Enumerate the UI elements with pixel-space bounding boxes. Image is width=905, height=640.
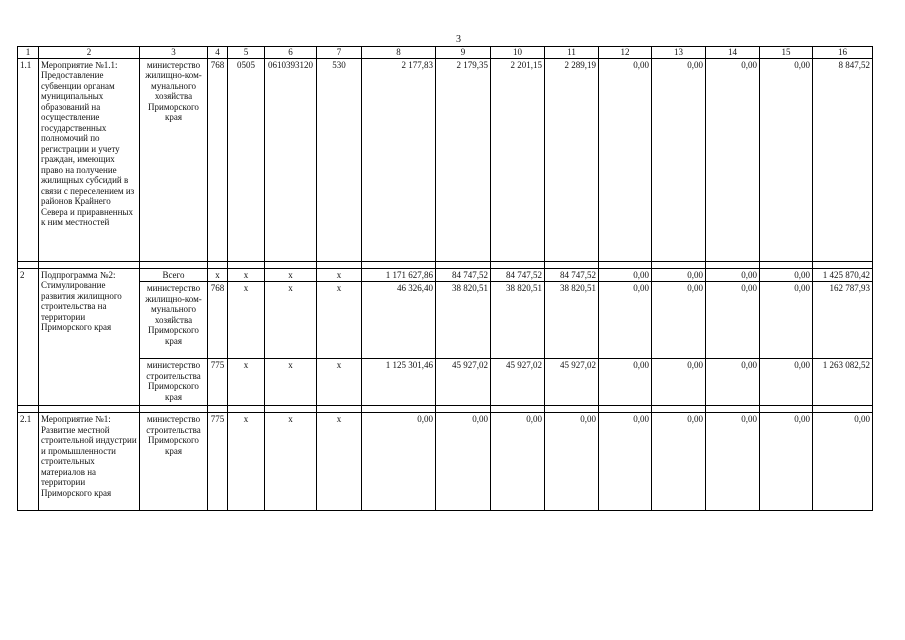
cell-value: 0,00 [813,413,873,511]
header-cell: 7 [317,47,362,59]
cell-value: 0,00 [652,359,706,406]
cell-code: x [265,268,317,282]
header-cell: 14 [706,47,760,59]
cell-value: 0,00 [362,413,436,511]
cell-value: 38 820,51 [436,282,491,359]
cell-code: 0610393120 [265,58,317,261]
cell-code: x [265,413,317,511]
cell-value: 2 177,83 [362,58,436,261]
header-cell: 8 [362,47,436,59]
cell-value: 0,00 [706,268,760,282]
row-executor: Всего [140,268,208,282]
cell-code: x [265,282,317,359]
cell-value: 8 847,52 [813,58,873,261]
cell-code: x [265,359,317,406]
row-executor: министерство жилищно-ком-мунального хозяйства Приморского края [140,282,208,359]
cell-value: 0,00 [760,282,813,359]
cell-value: 84 747,52 [436,268,491,282]
cell-value: 0,00 [652,282,706,359]
cell-value: 1 171 627,86 [362,268,436,282]
header-cell: 3 [140,47,208,59]
cell-value: 0,00 [706,359,760,406]
header-cell: 10 [491,47,545,59]
header-cell: 15 [760,47,813,59]
header-cell: 6 [265,47,317,59]
cell-code: x [228,359,265,406]
spacer-row [18,261,873,268]
cell-value: 2 179,35 [436,58,491,261]
cell-value: 0,00 [652,413,706,511]
cell-value: 0,00 [652,58,706,261]
cell-value: 0,00 [760,58,813,261]
row-executor: министерство строительства Приморского края [140,359,208,406]
page-number: 3 [456,34,461,45]
table-row [18,359,873,406]
row-number: 1.1 [18,58,39,261]
cell-value: 2 289,19 [545,58,599,261]
cell-value: 0,00 [760,413,813,511]
cell-value: 0,00 [599,58,652,261]
header-cell: 4 [208,47,228,59]
cell-value: 1 425 870,42 [813,268,873,282]
cell-code: x [317,359,362,406]
cell-code: x [228,268,265,282]
cell-value: 45 927,02 [491,359,545,406]
header-cell: 9 [436,47,491,59]
budget-table [17,46,873,511]
table-row [18,413,873,511]
cell-code: x [228,282,265,359]
spacer-row [18,406,873,413]
cell-value: 84 747,52 [545,268,599,282]
cell-value: 1 263 082,52 [813,359,873,406]
header-cell: 2 [39,47,140,59]
header-cell: 1 [18,47,39,59]
cell-value: 0,00 [706,413,760,511]
cell-code: x [228,413,265,511]
row-name: Мероприятие №1: Развитие местной строительной индустрии и промышленности строительных материалов на территории Приморского края [39,413,140,511]
cell-code: 775 [208,413,228,511]
cell-code: 530 [317,58,362,261]
table-row [18,282,873,359]
cell-value: 0,00 [706,58,760,261]
row-executor: министерство жилищно-ком-мунального хозяйства Приморского края [140,58,208,261]
cell-value: 0,00 [760,359,813,406]
cell-value: 0,00 [706,282,760,359]
cell-value: 0,00 [599,282,652,359]
row-name: Подпрограмма №2: Стимулирование развития жилищного строительства на территории Приморского края [39,268,140,406]
cell-value: 0,00 [491,413,545,511]
cell-value: 45 927,02 [436,359,491,406]
row-name: Мероприятие №1.1: Предоставление субвенции органам муниципальных образований на осуществление государственных полномочий по регистрации и учету граждан, имеющих право на получение жилищных субсидий в связи с переселением из районов Крайнего Севера и приравненных к ним местностей [39,58,140,261]
cell-code: x [208,268,228,282]
table-row [18,268,873,282]
cell-code: x [317,413,362,511]
cell-value: 46 326,40 [362,282,436,359]
cell-value: 0,00 [599,359,652,406]
header-cell: 11 [545,47,599,59]
cell-value: 2 201,15 [491,58,545,261]
cell-code: x [317,282,362,359]
cell-value: 38 820,51 [491,282,545,359]
row-number: 2.1 [18,413,39,511]
cell-value: 0,00 [436,413,491,511]
cell-value: 45 927,02 [545,359,599,406]
cell-value: 162 787,93 [813,282,873,359]
cell-code: 775 [208,359,228,406]
cell-value: 38 820,51 [545,282,599,359]
cell-value: 1 125 301,46 [362,359,436,406]
cell-value: 0,00 [545,413,599,511]
cell-value: 0,00 [760,268,813,282]
cell-value: 0,00 [652,268,706,282]
table-row [18,58,873,261]
row-executor: министерство строительства Приморского края [140,413,208,511]
header-cell: 12 [599,47,652,59]
header-row [18,47,873,59]
cell-value: 0,00 [599,268,652,282]
cell-code: 768 [208,58,228,261]
cell-value: 0,00 [599,413,652,511]
row-number: 2 [18,268,39,406]
header-cell: 13 [652,47,706,59]
cell-code: 0505 [228,58,265,261]
header-cell: 5 [228,47,265,59]
cell-code: 768 [208,282,228,359]
cell-code: x [317,268,362,282]
cell-value: 84 747,52 [491,268,545,282]
header-cell: 16 [813,47,873,59]
